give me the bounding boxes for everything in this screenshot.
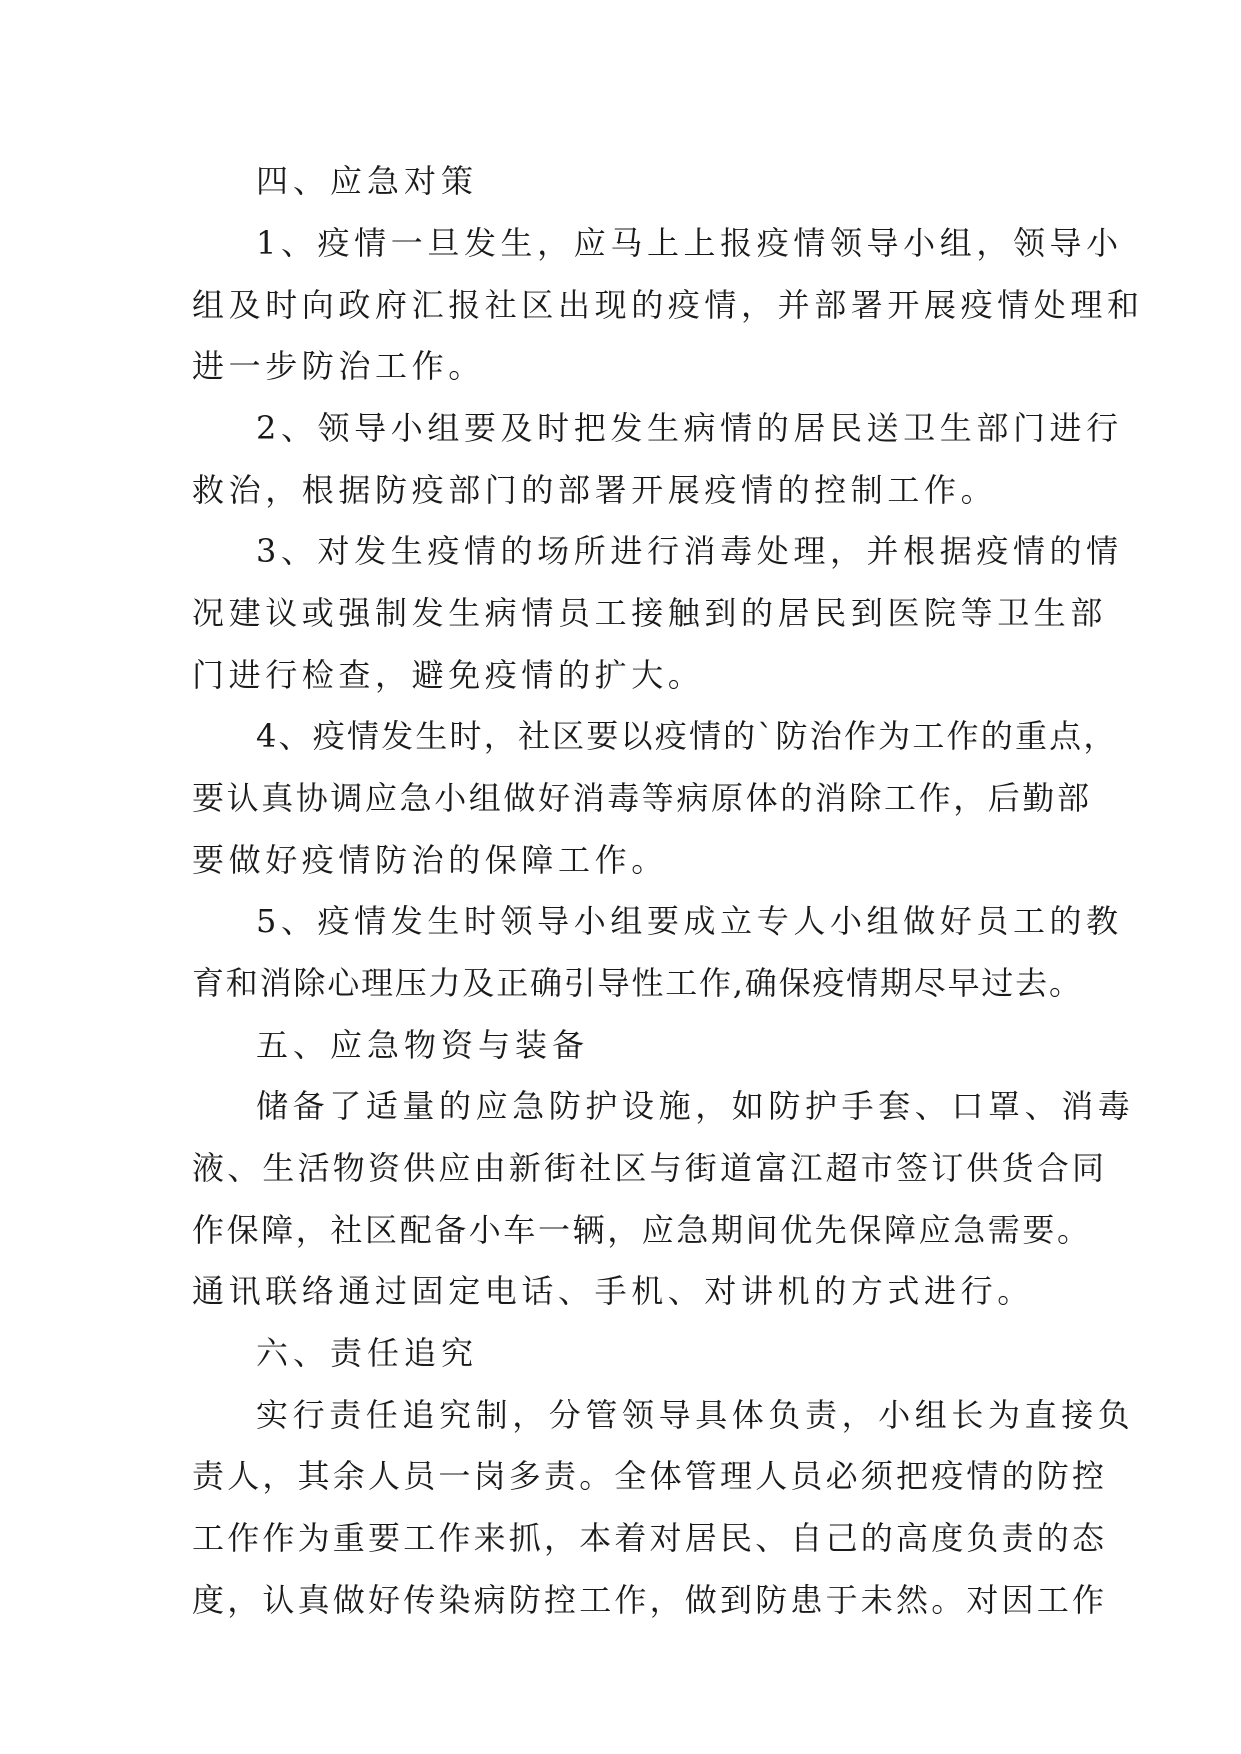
- paragraph-line: 储备了适量的应急防护设施，如防护手套、口罩、消毒: [256, 1087, 1135, 1125]
- paragraph-line: 3、对发生疫情的场所进行消毒处理，并根据疫情的情: [256, 532, 1123, 570]
- paragraph-line: 况建议或强制发生病情员工接触到的居民到医院等卫生部: [192, 594, 1108, 632]
- paragraph-line: 液、生活物资供应由新街社区与街道富江超市签订供货合同: [192, 1149, 1108, 1187]
- paragraph-line: 实行责任追究制，分管领导具体负责，小组长为直接负: [256, 1396, 1135, 1434]
- paragraph-line: 作保障，社区配备小车一辆，应急期间优先保障应急需要。: [192, 1211, 1092, 1249]
- paragraph-line: 门进行检查，避免疫情的扩大。: [192, 656, 705, 694]
- paragraph-line: 责人，其余人员一岗多责。全体管理人员必须把疫情的防控: [192, 1457, 1108, 1495]
- section-heading-supplies: 五、应急物资与装备: [256, 1026, 590, 1064]
- paragraph-line: 要认真协调应急小组做好消毒等病原体的消除工作，后勤部: [192, 779, 1092, 817]
- paragraph-line: 要做好疫情防治的保障工作。: [192, 841, 668, 879]
- paragraph-line: 工作作为重要工作来抓，本着对居民、自己的高度负责的态: [192, 1519, 1108, 1557]
- paragraph-line: 育和消除心理压力及正确引导性工作,确保疫情期尽早过去。: [192, 964, 1083, 1002]
- section-heading-accountability: 六、责任追究: [256, 1334, 479, 1372]
- section-heading-emergency-measures: 四、应急对策: [256, 162, 479, 200]
- paragraph-line: 2、领导小组要及时把发生病情的居民送卫生部门进行: [256, 409, 1123, 447]
- paragraph-line: 进一步防治工作。: [192, 347, 485, 385]
- paragraph-line: 1、疫情一旦发生，应马上上报疫情领导小组，领导小: [256, 224, 1123, 262]
- paragraph-line: 组及时向政府汇报社区出现的疫情，并部署开展疫情处理和: [192, 286, 1144, 324]
- paragraph-line: 救治，根据防疫部门的部署开展疫情的控制工作。: [192, 471, 998, 509]
- paragraph-line: 度，认真做好传染病防控工作，做到防患于未然。对因工作: [192, 1581, 1108, 1619]
- paragraph-line: 通讯联络通过固定电话、手机、对讲机的方式进行。: [192, 1272, 1034, 1310]
- paragraph-line: 5、疫情发生时领导小组要成立专人小组做好员工的教: [256, 902, 1123, 940]
- paragraph-line: 4、疫情发生时，社区要以疫情的`防治作为工作的重点，: [256, 717, 1118, 755]
